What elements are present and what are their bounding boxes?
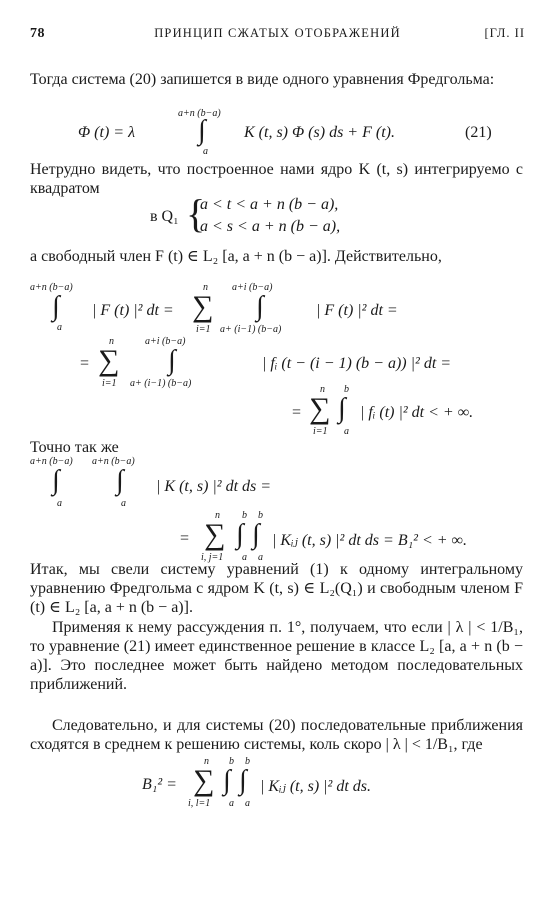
page-number: 78	[30, 26, 45, 41]
eqk-double-int2: ∫	[252, 519, 260, 550]
eqk-lim-a2: a	[258, 552, 263, 563]
region-q1	[0, 191, 555, 240]
eqf-integral-sign: ∫	[52, 291, 60, 322]
eqk-lim-b1: b	[242, 510, 247, 521]
eqf-line2-sum-sign: ∑	[98, 344, 120, 377]
eqf-line3-sum-lower: i=1	[313, 426, 328, 437]
eqf-line2-sum-lower: i=1	[102, 378, 117, 389]
running-header	[30, 26, 525, 44]
eqf-line2-sum-upper: n	[109, 336, 114, 347]
region-prefix: в Q₁	[150, 208, 179, 225]
eqk-double-int1: ∫	[236, 519, 244, 550]
eqk-integral2-sign: ∫	[116, 465, 124, 496]
eqk-lim-a1: a	[242, 552, 247, 563]
eqk-int-lower2: a	[121, 498, 126, 509]
eqb-lim-b2: b	[245, 756, 250, 767]
eqf-integral2-sign: ∫	[256, 291, 264, 322]
running-title: ПРИНЦИП СЖАТЫХ ОТОБРАЖЕНИЙ	[154, 26, 401, 40]
eqf-int-lower: a	[57, 322, 62, 333]
eqb-lim-a2: a	[245, 798, 250, 809]
eqf-sum-upper: n	[203, 282, 208, 293]
equation-b1	[0, 752, 555, 816]
eqf-line2-int-lower: a+ (i−1) (b−a)	[130, 378, 192, 389]
eqf-line2-int-upper: a+i (b−a)	[145, 336, 186, 347]
eqk-int-upper2: a+n (b−a)	[92, 456, 135, 467]
eqk-sum-sign: ∑	[204, 518, 226, 551]
region-brace: {	[186, 191, 206, 236]
eqk-sum-upper: n	[215, 510, 220, 521]
eqf-integrand3: | fᵢ (t − (i − 1) (b − a)) |² dt =	[262, 355, 452, 372]
eqk-int-upper1: a+n (b−a)	[30, 456, 73, 467]
eqf-sum-sign: ∑	[192, 290, 214, 323]
eqf-int-upper: a+n (b−a)	[30, 282, 73, 293]
eqk-integral1-sign: ∫	[52, 465, 60, 496]
eqb-double-int1: ∫	[223, 765, 231, 796]
paragraph-free-term: а свободный член F (t) ∈ L₂ [a, a + n (b − a)]. Действительно,	[30, 248, 442, 265]
eqf-int2-upper: a+i (b−a)	[232, 282, 273, 293]
eq21-upper-limit: a+n (b−a)	[178, 108, 221, 119]
eqf-line3-sum-sign: ∑	[309, 392, 331, 425]
eqf-line3-int-upper: b	[344, 384, 349, 395]
eqb-lhs: B₁² =	[142, 776, 177, 793]
eqk-int-lower1: a	[57, 498, 62, 509]
eqb-sum-sign: ∑	[193, 764, 215, 797]
eq21-integral-sign: ∫	[198, 115, 206, 146]
eqf-line2-integral-sign: ∫	[168, 345, 176, 376]
paragraph-convergence: Следовательно, и для системы (20) последовательные приближения сходятся в среднем к решению системы, коль скоро | λ | < 1/B₁, где	[30, 717, 523, 753]
eqb-lim-a1: a	[229, 798, 234, 809]
eqb-sum-upper: n	[204, 756, 209, 767]
eqf-integrand4: | fᵢ (t) |² dt < + ∞.	[360, 404, 474, 421]
paragraph-kernel: Нетрудно видеть, что построенное нами ядро K (t, s) интегрируемо с квадратом	[30, 161, 523, 197]
eqb-sum-lower: i, l=1	[188, 798, 211, 809]
eq21-lhs: Φ (t) = λ	[78, 124, 136, 141]
eqk-integrand2: | Kᵢⱼ (t, s) |² dt ds = B₁² < + ∞.	[272, 532, 467, 549]
eqb-integrand: | Kᵢⱼ (t, s) |² dt ds.	[260, 778, 372, 795]
chapter-label: [ГЛ. II	[484, 26, 525, 40]
eqk-sum-lower: i, j=1	[201, 552, 224, 563]
eqf-line2-eq: =	[80, 355, 90, 372]
eqk-integrand: | K (t, s) |² dt ds =	[156, 478, 272, 495]
region-line1: a < t < a + n (b − a),	[200, 196, 339, 213]
eqf-integrand2: | F (t) |² dt =	[316, 302, 398, 319]
eqf-integrand: | F (t) |² dt =	[92, 302, 174, 319]
eqf-line3-int-lower: a	[344, 426, 349, 437]
eqb-lim-b1: b	[229, 756, 234, 767]
paragraph-intro: Тогда система (20) запишется в виде одного уравнения Фредгольма:	[30, 71, 495, 88]
eq21-number: (21)	[465, 124, 492, 141]
eqf-line3-integral-sign: ∫	[338, 393, 346, 424]
eqf-int2-lower: a+ (i−1) (b−a)	[220, 324, 282, 335]
eqf-line3-sum-upper: n	[320, 384, 325, 395]
paragraph-likewise: Точно так же	[30, 439, 119, 456]
eqk-lim-b2: b	[258, 510, 263, 521]
equation-21	[0, 108, 555, 158]
equation-f-norm	[0, 282, 555, 437]
eq21-body: K (t, s) Φ (s) ds + F (t).	[244, 124, 395, 141]
region-line2: a < s < a + n (b − a),	[200, 218, 341, 235]
paragraph-conclusion: Итак, мы свели систему уравнений (1) к одному интегральному уравнению Фредгольма с ядром K (t, s) ∈ L₂(Q₁) и свободным членом F (t) ∈ L₂ [a, a + n (b − a)].	[30, 561, 523, 616]
eqf-sum-lower: i=1	[196, 324, 211, 335]
eqk-line2-eq: =	[180, 530, 190, 547]
equation-k-norm	[0, 456, 555, 563]
eq21-lower-limit: a	[203, 146, 208, 157]
eqb-double-int2: ∫	[239, 765, 247, 796]
paragraph-uniqueness: Применяя к нему рассуждения п. 1°, получаем, что если | λ | < 1/B₁, то уравнение (21) имеет единственное решение в классе L₂ [a, a + n (b − a)]. Это последнее может быть найдено методом последовательных приближений.	[30, 619, 523, 693]
eqf-line3-eq: =	[292, 404, 302, 421]
